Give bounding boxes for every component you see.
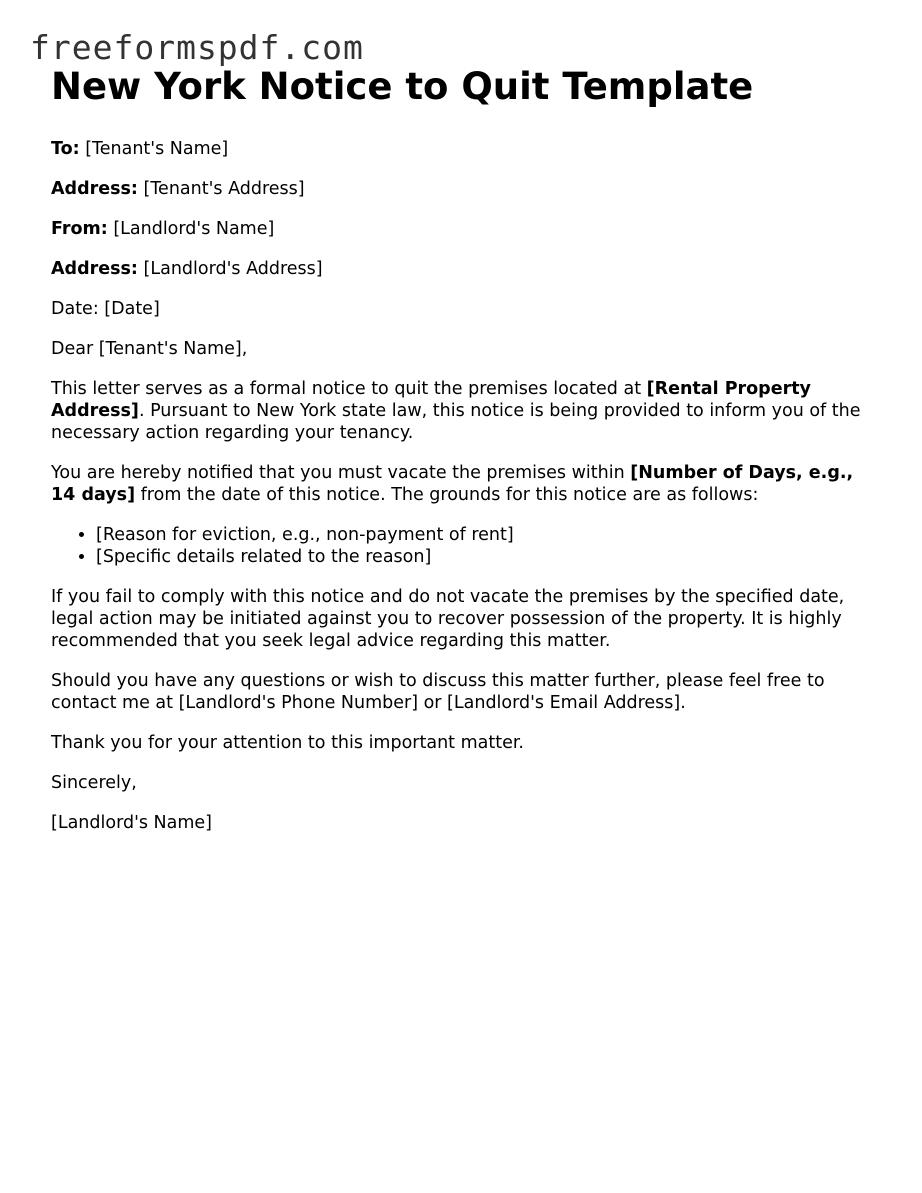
list-item: • [Reason for eviction, e.g., non-payment of rent]: [96, 524, 871, 546]
rental-property-address: [Rental Property Address]: [51, 379, 811, 421]
site-watermark: freeformspdf.com: [30, 28, 364, 67]
landlord-address-value: [Landlord's Address]: [143, 259, 323, 279]
notice-document: [51, 62, 871, 852]
thanks-paragraph: Thank you for your attention to this important matter.: [51, 733, 524, 753]
list-item: • [Specific details related to the reason]: [96, 546, 871, 568]
notice-paragraph: [51, 378, 871, 444]
reasons-list: [51, 524, 871, 568]
to-label: To:: [51, 139, 80, 159]
date-line: Date: [Date]: [51, 299, 160, 319]
page-title: New York Notice to Quit Template: [51, 65, 754, 108]
number-of-days: [Number of Days, e.g., 14 days]: [51, 463, 854, 505]
vacate-paragraph: [51, 462, 871, 506]
closing: Sincerely,: [51, 773, 137, 793]
contact-paragraph: Should you have any questions or wish to discuss this matter further, please feel free to contact me at [Landlord's Phone Number] or [Landlord's Email Address].: [51, 671, 825, 713]
landlord-address-line: [51, 258, 871, 280]
tenant-address-value: [Tenant's Address]: [143, 179, 305, 199]
vacate-text-after: from the date of this notice. The grounds for this notice are as follows:: [135, 485, 759, 505]
notice-text-after: . Pursuant to New York state law, this notice is being provided to inform you of the necessary action regarding your tenancy.: [51, 401, 861, 443]
vacate-text-before: You are hereby notified that you must vacate the premises within: [51, 463, 631, 483]
from-line: [51, 218, 871, 240]
consequence-paragraph: If you fail to comply with this notice and do not vacate the premises by the specified date, legal action may be initiated against you to recover possession of the property. It is highly recommended that you seek legal advice regarding this matter.: [51, 587, 845, 651]
from-label: From:: [51, 219, 108, 239]
signature: [Landlord's Name]: [51, 813, 213, 833]
to-value: [Tenant's Name]: [85, 139, 229, 159]
tenant-address-line: [51, 178, 871, 200]
notice-text-before: This letter serves as a formal notice to quit the premises located at: [51, 379, 647, 399]
to-line: [51, 138, 871, 160]
salutation: Dear [Tenant's Name],: [51, 339, 248, 359]
from-value: [Landlord's Name]: [113, 219, 275, 239]
tenant-address-label: Address:: [51, 179, 138, 199]
landlord-address-label: Address:: [51, 259, 138, 279]
